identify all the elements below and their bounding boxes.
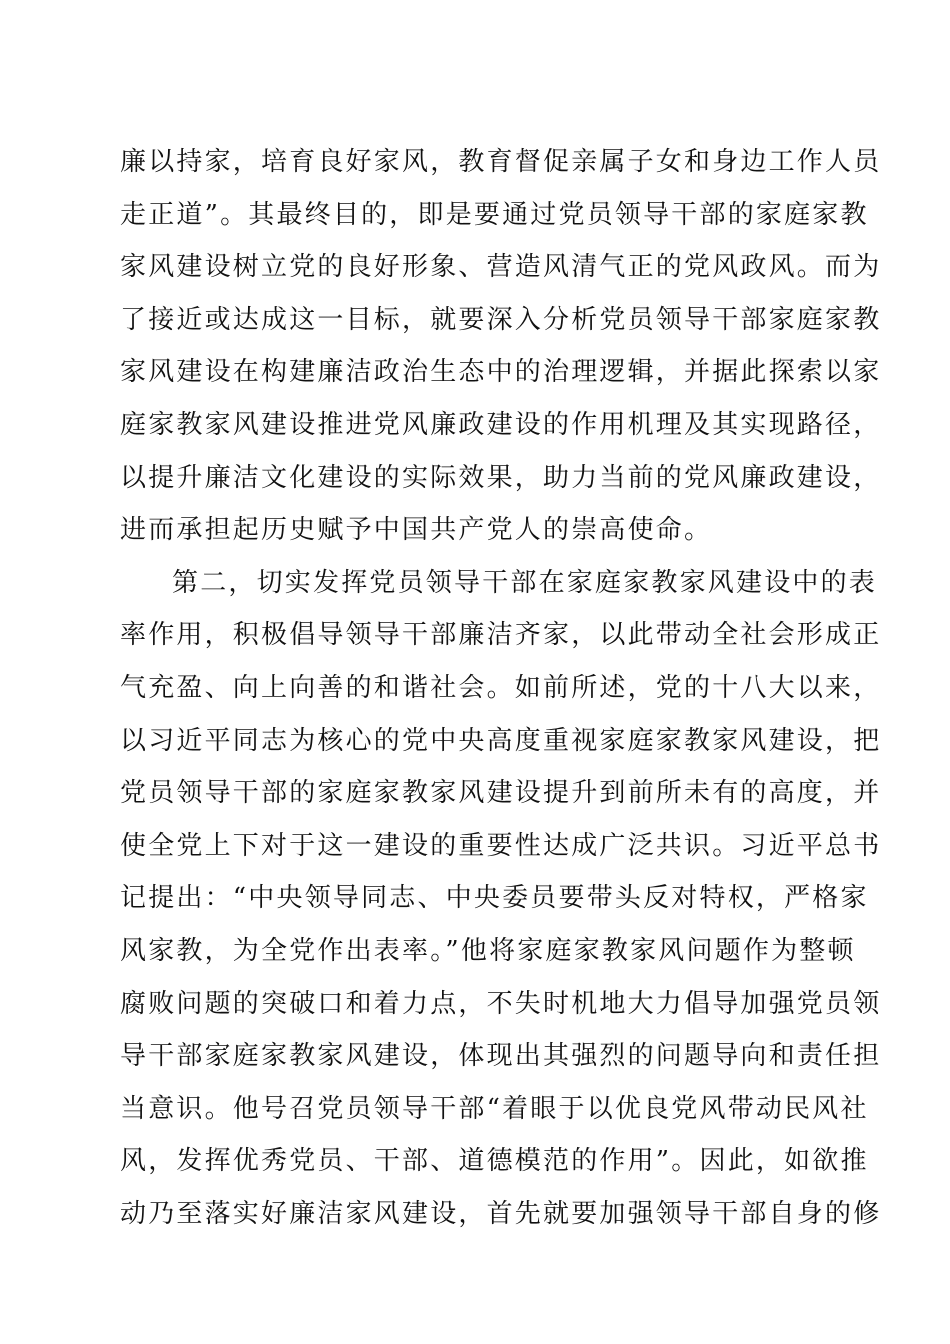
text-line: 风，发挥优秀党员、干部、道德模范的作用”。因此，如欲推: [120, 1146, 869, 1177]
text-line: 家风建设在构建廉洁政治生态中的治理逻辑，并据此探索以家: [120, 357, 882, 388]
text-line: 党员领导干部的家庭家教家风建设提升到前所未有的高度，并: [120, 778, 882, 809]
text-line: 走正道”。其最终目的，即是要通过党员领导干部的家庭家教: [120, 199, 869, 230]
text-line: 家风建设树立党的良好形象、营造风清气正的党风政风。而为: [120, 252, 882, 283]
text-line: 率作用，积极倡导领导干部廉洁齐家，以此带动全社会形成正: [120, 620, 882, 651]
text-line: 动乃至落实好廉洁家风建设，首先就要加强领导干部自身的修: [120, 1198, 882, 1229]
text-line: 进而承担起历史赋予中国共产党人的崇高使命。: [120, 515, 713, 546]
text-line: 风家教，为全党作出表率。”他将家庭家教家风问题作为整顿: [120, 935, 856, 966]
text-line: 廉以持家，培育良好家风，教育督促亲属子女和身边工作人员: [120, 147, 882, 177]
text-line: 导干部家庭家教家风建设，体现出其强烈的问题导向和责任担: [120, 1041, 882, 1072]
text-line: 以提升廉洁文化建设的实际效果，助力当前的党风廉政建设，: [120, 462, 882, 493]
paragraph-second-point: [120, 557, 882, 1241]
text-line: 腐败问题的突破口和着力点，不失时机地大力倡导加强党员领: [120, 988, 882, 1019]
text-line: 以习近平同志为核心的党中央高度重视家庭家教家风建设，把: [120, 725, 882, 756]
text-line: 庭家教家风建设推进党风廉政建设的作用机理及其实现路径，: [120, 409, 882, 440]
paragraph-continuation: [120, 136, 882, 557]
text-line: 第二，切实发挥党员领导干部在家庭家教家风建设中的表: [172, 567, 878, 598]
document-body: [120, 136, 882, 1240]
text-line: 使全党上下对于这一建设的重要性达成广泛共识。习近平总书: [120, 830, 882, 861]
text-line: 了接近或达成这一目标，就要深入分析党员领导干部家庭家教: [120, 304, 882, 335]
text-line: 记提出：“中央领导同志、中央委员要带头反对特权，严格家: [120, 883, 869, 914]
text-line: 气充盈、向上向善的和谐社会。如前所述，党的十八大以来，: [120, 672, 882, 703]
text-line: 当意识。他号召党员领导干部“着眼于以优良党风带动民风社: [120, 1093, 869, 1124]
